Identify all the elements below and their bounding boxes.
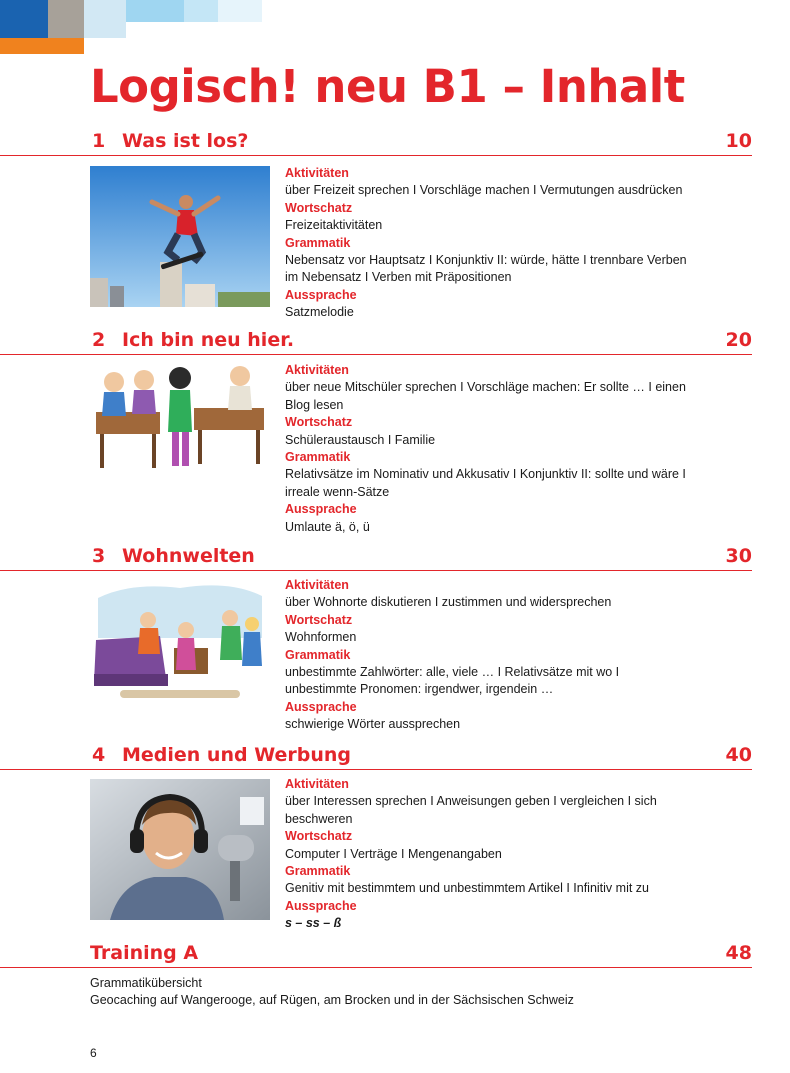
section-text: irreale wenn-Sätze [285,484,390,499]
section-label: Aktivitäten [285,777,349,791]
unit-4-content [285,776,755,933]
divider [0,570,752,572]
section-label: Wortschatz [285,415,353,430]
training-line: Geocaching auf Wangerooge, auf Rügen, am Brocken und in der Sächsischen Schweiz [90,993,574,1008]
section-text: Nebensatz vor Hauptsatz I Konjunktiv II: würde, hätte I trennbare Verben [285,253,687,268]
section-label: Grammatik [285,864,351,879]
section-label: Grammatik [285,235,351,250]
section-text: Genitiv mit bestimmtem und unbestimmtem Artikel I Infinitiv mit zu [285,881,649,896]
living-room-illustration [90,578,270,719]
unit-4-header [90,742,752,770]
section-text: über neue Mitschüler sprechen I Vorschläge machen: Er sollte … I einen [285,380,686,395]
section-text: Wohnformen [285,630,357,645]
corner-decoration [0,0,280,60]
unit-3-content [285,577,755,734]
section-label: Aktivitäten [285,166,349,180]
section-text: Umlaute ä, ö, ü [285,519,370,534]
section-text: schwierige Wörter aussprechen [285,717,461,732]
section-text: unbestimmte Pronomen: irgendwer, irgendein … [285,682,554,697]
section-label: Aussprache [285,699,357,714]
unit-title: Ich bin neu hier. [122,329,295,351]
classroom-illustration [90,362,270,503]
unit-number: 2 [92,329,106,351]
section-label: Wortschatz [285,829,353,844]
unit-title: Wohnwelten [122,545,255,567]
section-text: Computer I Verträge I Mengenangaben [285,846,502,861]
unit-1-header [90,128,752,156]
divider [0,769,752,771]
training-content [90,975,574,1010]
section-label: Aussprache [285,502,357,517]
section-text: über Freizeit sprechen I Vorschläge machen I Vermutungen ausdrücken [285,183,683,198]
unit-page: 20 [725,329,752,351]
section-label: Aktivitäten [285,578,349,592]
unit-3-header [90,543,752,571]
unit-page: 40 [725,744,752,766]
section-label: Grammatik [285,450,351,465]
unit-page: 30 [725,545,752,567]
section-text: über Interessen sprechen I Anweisungen geben I vergleichen I sich [285,794,657,809]
skateboarder-photo [90,166,270,307]
section-text: Relativsätze im Nominativ und Akkusativ I Konjunktiv II: sollte und wäre I [285,467,686,482]
section-label: Grammatik [285,647,351,662]
section-text: unbestimmte Zahlwörter: alle, viele … I Relativsätze mit wo I [285,665,620,680]
section-text: s – ss – ß [285,916,342,931]
section-label: Aussprache [285,287,357,302]
radio-host-photo [90,779,270,920]
section-text: im Nebensatz I Verben mit Präpositionen [285,270,512,285]
unit-title: Medien und Werbung [122,744,351,766]
divider [0,354,752,356]
unit-number: 3 [92,545,106,567]
section-text: über Wohnorte diskutieren I zustimmen und widersprechen [285,595,612,610]
unit-2-content [285,362,755,536]
divider [0,967,752,969]
section-text: Satzmelodie [285,305,354,320]
unit-title: Was ist los? [122,130,249,152]
unit-number: 1 [92,130,106,152]
section-text: Schüleraustausch I Familie [285,432,436,447]
section-label: Aktivitäten [285,363,349,377]
section-label: Wortschatz [285,200,353,215]
page-title: Logisch! neu B1 – Inhalt [90,60,685,113]
section-label: Aussprache [285,898,357,913]
unit-number: 4 [92,744,106,766]
page-number: 6 [90,1046,97,1060]
unit-page: 10 [725,130,752,152]
divider [0,155,752,157]
section-text: Blog lesen [285,397,344,412]
unit-1-content [285,165,755,322]
training-page: 48 [725,942,752,964]
training-header [90,940,752,968]
unit-2-header [90,327,752,355]
training-line: Grammatikübersicht [90,976,202,990]
section-label: Wortschatz [285,612,353,627]
section-text: Freizeitaktivitäten [285,218,383,233]
training-title: Training A [90,942,199,964]
section-text: beschweren [285,811,353,826]
